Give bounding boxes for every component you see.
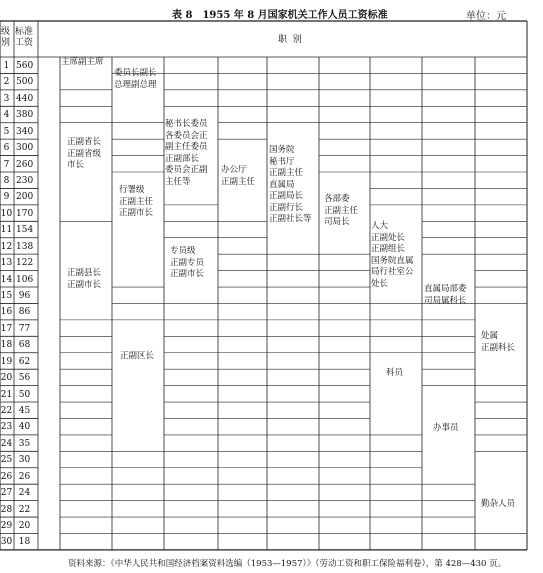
level-1: 1 (3, 61, 10, 71)
level-24: 24 (0, 438, 13, 449)
level-16: 16 (0, 307, 13, 318)
wage-9: 200 (16, 192, 34, 203)
level-26: 26 (0, 471, 13, 482)
wage-28: 22 (18, 504, 31, 515)
position-division-chief: 人大 正副处长 正副组长 国务院直属 局行社室公 处长 (371, 221, 414, 289)
wage-1: 560 (16, 61, 34, 71)
wage-21: 50 (18, 389, 31, 400)
level-22: 22 (0, 406, 13, 417)
level-10: 10 (0, 208, 13, 219)
header-position: 职 别 (278, 35, 302, 45)
position-chairman: 主席副主席 (61, 57, 104, 67)
position-section-chief: 处属 正副科长 (481, 331, 516, 353)
position-general-office: 办公厅 正副主任 (221, 165, 256, 187)
table-title: 表 8 1955 年 8 月国家机关工作人员工资标准 (172, 10, 388, 21)
level-11: 11 (0, 225, 13, 236)
position-prefecture: 行署级 正副主任 正副市长 (119, 185, 154, 218)
wage-6: 300 (16, 143, 34, 154)
wage-29: 20 (18, 521, 31, 532)
level-5: 5 (3, 126, 10, 137)
wage-13: 122 (16, 258, 34, 269)
level-18: 18 (0, 340, 13, 351)
position-commissioner: 专员级 正副专员 正副市长 (170, 246, 205, 279)
level-4: 4 (3, 110, 10, 121)
level-20: 20 (0, 373, 13, 384)
wage-27: 24 (18, 488, 31, 499)
position-ministry-director: 各部委 正副主任 司局长 (324, 194, 359, 227)
wage-20: 56 (18, 373, 31, 384)
level-12: 12 (0, 241, 13, 252)
level-19: 19 (0, 356, 13, 367)
position-governor: 正副省长 正副省级 市长 (67, 137, 102, 170)
wage-7: 260 (16, 159, 34, 170)
wage-22: 45 (18, 406, 31, 417)
level-13: 13 (0, 258, 13, 269)
level-30: 30 (0, 537, 13, 548)
wage-10: 170 (16, 208, 34, 219)
header-level: 级别 (1, 27, 11, 48)
level-23: 23 (0, 422, 13, 433)
wage-14: 106 (16, 274, 34, 285)
level-25: 25 (0, 455, 13, 466)
wage-11: 154 (16, 225, 34, 236)
source-note: 资料来源：《中华人民共和国经济档案资料选编（1953—1957）》（劳动工资和职工保险福利卷），第 428—430 页。 (68, 559, 507, 569)
level-28: 28 (0, 504, 13, 515)
wage-26: 26 (18, 471, 31, 482)
wage-3: 440 (16, 93, 34, 104)
level-3: 3 (3, 93, 10, 104)
wage-4: 380 (16, 110, 34, 121)
level-9: 9 (3, 192, 10, 203)
wage-24: 35 (18, 438, 31, 449)
header-standard-wage: 标准工资 (15, 27, 34, 48)
level-27: 27 (0, 488, 13, 499)
position-district-head: 正副区长 (120, 351, 155, 361)
wage-12: 138 (16, 241, 34, 252)
position-office-worker: 办事员 (433, 423, 459, 433)
level-21: 21 (0, 389, 13, 400)
unit-label: 单位：元 (466, 11, 506, 22)
level-6: 6 (3, 143, 10, 154)
position-state-council: 国务院 秘书厅 正副主任 直属局 正副局长 正副行长 正副社长等 (269, 145, 312, 224)
level-2: 2 (3, 77, 10, 88)
position-secretary-general: 秘书长委员 各委员会正 副主任委员 正副部长 委员会正副 主任等 (165, 119, 208, 187)
level-29: 29 (0, 521, 13, 532)
position-section-chief-bureau: 直属局部委 司局属科长 (424, 284, 467, 306)
wage-16: 86 (18, 307, 31, 318)
wage-23: 40 (18, 422, 31, 433)
wage-17: 77 (18, 323, 31, 334)
position-service-staff: 勤杂人员 (481, 499, 516, 509)
wage-19: 62 (18, 356, 31, 367)
wage-18: 68 (18, 340, 31, 351)
level-14: 14 (0, 274, 13, 285)
wage-2: 500 (16, 77, 34, 88)
level-7: 7 (3, 159, 10, 170)
position-county-head: 正副县长 正副市长 (67, 268, 102, 290)
position-npc-chair-premier: 委员长副长 总理副总理 (114, 68, 157, 90)
position-clerk: 科员 (386, 368, 404, 378)
level-8: 8 (3, 176, 10, 186)
wage-8: 230 (16, 176, 34, 186)
wage-25: 30 (18, 455, 31, 466)
level-17: 17 (0, 323, 13, 334)
wage-30: 18 (18, 537, 31, 548)
level-15: 15 (0, 291, 13, 302)
wage-15: 96 (18, 291, 31, 302)
wage-5: 340 (16, 126, 34, 137)
